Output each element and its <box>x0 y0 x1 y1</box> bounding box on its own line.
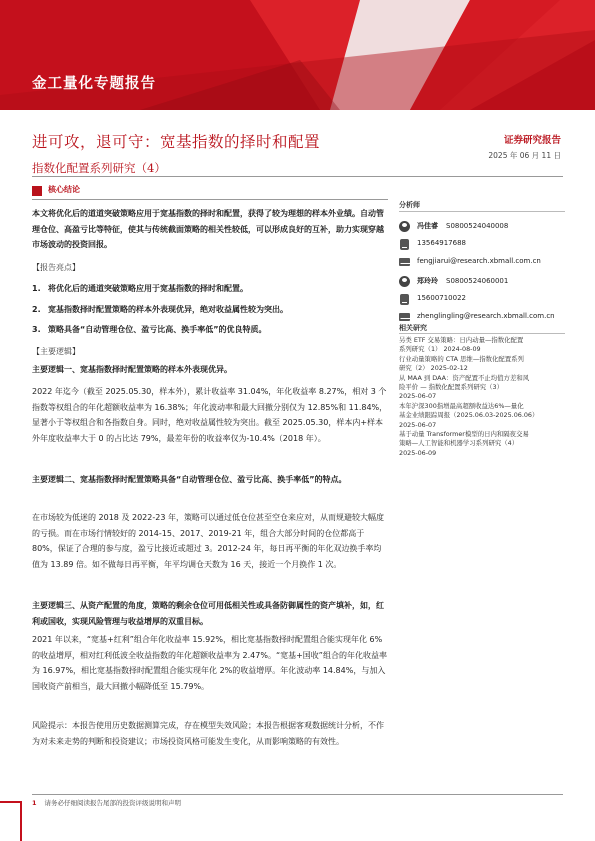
related-line[interactable]: 行业动量策略的 CTA 思维—指数化配置系列 <box>399 354 524 363</box>
related-line: 策略—人工智能和机器学习系列研究（4） <box>399 439 519 448</box>
banner-title: 金工量化专题报告 <box>32 76 156 92</box>
corner-decoration <box>0 801 22 841</box>
section-marker-icon <box>32 186 42 196</box>
analyst-cert: S0800524060001 <box>446 277 509 285</box>
highlight-item <box>32 304 388 315</box>
banner-graphic <box>0 0 595 110</box>
highlights-tag: 【报告亮点】 <box>32 263 80 272</box>
section-divider <box>32 199 388 200</box>
analyst-name-row <box>399 220 565 234</box>
logic-two-heading: 主要逻辑二、宽基指数择时配置策略具备“自动管理仓位、盈亏比高、换手率低”的特点。 <box>32 475 347 484</box>
analyst-phone-row <box>399 293 565 307</box>
page-number: 1 <box>32 799 37 807</box>
highlight-text: 策略具备“自动管理仓位、盈亏比高、换手率低”的优良特质。 <box>48 325 267 334</box>
footer-disclaimer: 请务必仔细阅读报告尾部的投资评级说明和声明 <box>44 799 182 807</box>
analyst-name-row <box>399 275 565 289</box>
logic-three-body: 2021 年以来，“宽基+红利”组合年化收益率 15.92%，相比宽基指数择时配置组合能实现年化 6%的收益增厚，相对红利低波全收益指数的年化超额收益率为 2.47%。“宽基+国收”组合的年化收益率为 16.97%，相比宽基指数择时配置组合能实现年化 2%的收益增厚。年化波动率 14.84%，与加入国收资产前相当，最大回撤小幅降低至 15.79%。 <box>32 635 387 691</box>
related-line[interactable]: 从 MAA 到 DAA：资产配置不止均值方差和风 <box>399 373 530 382</box>
highlight-text: 宽基指数择时配置策略的样本外表现优异，绝对收益属性较为突出。 <box>48 305 288 314</box>
highlight-number: 2. <box>32 305 41 314</box>
related-line[interactable]: 本年沪深300指增最高超额收益达6%—量化 <box>399 401 524 410</box>
footer-divider <box>32 794 563 795</box>
related-line[interactable]: 另类 ETF 交易策略：日内动量—指数化配置 <box>399 336 524 344</box>
analyst-phone: 13564917688 <box>417 239 466 247</box>
phone-icon <box>400 294 409 305</box>
analyst-name: 冯佳睿 <box>417 222 438 230</box>
person-icon <box>399 221 410 232</box>
related-line: 研究（2） 2025-02-12 <box>399 364 468 373</box>
phone-icon <box>400 239 409 250</box>
related-line: 险平价 — 指数化配置系列研究（3） <box>399 383 503 392</box>
related-line: 基金业绩跟踪周报（2025.06.03-2025.06.06） <box>399 411 539 420</box>
section-label: 核心结论 <box>48 184 80 194</box>
header-divider <box>32 176 563 177</box>
related-heading: 相关研究 <box>399 324 427 332</box>
analyst-email[interactable]: zhenglingling@research.xbmall.com.cn <box>417 312 555 320</box>
analyst-name: 郑玲玲 <box>417 277 438 285</box>
logic-one-heading: 主要逻辑一、宽基指数择时配置策略的样本外表现优异。 <box>32 365 232 374</box>
summary-paragraph: 本文将优化后的道道突破策略应用于宽基指数的择时和配置，获得了较为理想的样本外业绩。自动管理仓位、高盈亏比等特征，使其与传统截面策略的相关性较低，可以形成良好的互补，助力实现穿越市场波动的投资回报。 <box>32 209 384 249</box>
section-heading <box>32 184 388 198</box>
email-icon <box>399 258 410 266</box>
analyst-phone: 15600710022 <box>417 294 466 302</box>
highlight-number: 1. <box>32 284 41 293</box>
analyst-email[interactable]: fengjiarui@research.xbmall.com.cn <box>417 257 541 265</box>
related-line[interactable]: 基于动量 Transformer模型的日内和隔夜交易 <box>399 430 529 439</box>
analyst-divider <box>399 211 565 212</box>
related-line: 系列研究（1） 2024-08-09 <box>399 345 481 354</box>
related-line: 2025-06-07 <box>399 392 437 401</box>
logic-one-body: 2022 年迄今（截至 2025.05.30，样本外），累计收益率 31.04%，年化收益率 8.27%，相对 3 个指数等权组合的年化超额收益率为 16.38%；年化波动率和最大回撤分别仅为 12.85%和 11.84%，显著小于等权组合和各指数自身。同时，绝对收益属性较为突出。截至 2025.05.30，样本内+样本外年度收益率大于 0 的占比达 79%，最差年份的收益率仅为-10.4%（2018 年）。 <box>32 387 388 443</box>
email-icon <box>399 313 410 321</box>
risk-warning: 风险提示：本报告使用历史数据测算完成，存在模型失效风险；本报告根据客观数据统计分析，不作为对未来走势的判断和投资建议；市场投资风格可能发生变化，从而影响策略的有效性。 <box>32 721 384 746</box>
related-divider <box>399 333 565 334</box>
report-title: 进可攻，退可守：宽基指数的择时和配置 <box>32 133 321 151</box>
highlight-text: 将优化后的通道突破策略应用于宽基指数的择时和配置。 <box>48 284 248 293</box>
footer <box>32 798 181 807</box>
related-line: 2025-06-07 <box>399 420 437 429</box>
analyst-cert: S0800524040008 <box>446 222 509 230</box>
highlight-item <box>32 324 388 335</box>
report-date: 2025 年 06 月 11 日 <box>488 151 561 160</box>
related-line: 2025-06-09 <box>399 448 437 457</box>
analyst-heading: 分析师 <box>399 201 420 209</box>
logic-two-body: 在市场较为低迷的 2018 及 2022-23 年，策略可以通过低仓位甚至空仓来应对，从而规避较大幅度的亏损。而在市场行情较好的 2014-15、2017、2019-21 年，组合大部分时间的仓位都高于 80%，保证了合理的参与度，盈亏比接近或超过 3。2012-24 年，每日再平衡的年化双边换手率均值为 13.89 倍。如不做每日再平衡，年平均调仓天数为 16 天，接近一个月换作 1 次。 <box>32 513 384 569</box>
highlight-number: 3. <box>32 325 41 334</box>
person-icon <box>399 276 410 287</box>
highlight-item <box>32 283 388 294</box>
analyst-phone-row <box>399 238 565 252</box>
analyst-email-row <box>399 256 565 270</box>
header-banner <box>0 0 595 110</box>
logic-tag: 【主要逻辑】 <box>32 347 80 356</box>
related-list <box>399 336 567 458</box>
logic-three-heading: 主要逻辑三、从资产配置的角度，策略的剩余仓位可用低相关性或具备防御属性的资产填补，如，红利或国收，实现风险管理与收益增厚的双重目标。 <box>32 601 384 626</box>
report-type-label: 证券研究报告 <box>503 135 561 146</box>
report-subtitle: 指数化配置系列研究（4） <box>32 161 166 175</box>
